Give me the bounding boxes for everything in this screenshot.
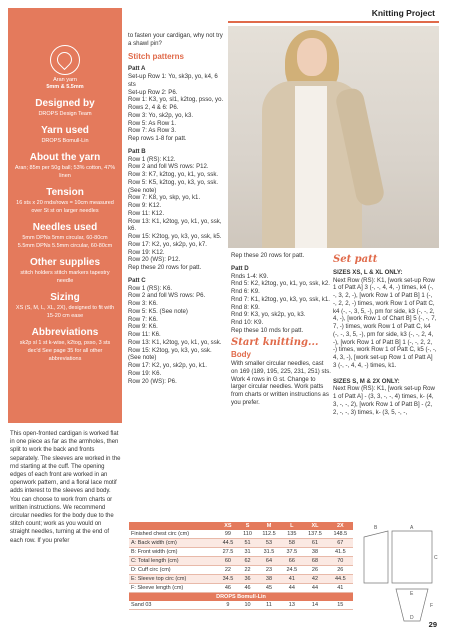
table-cell: 23 xyxy=(257,566,282,575)
patt-d-column xyxy=(231,252,331,407)
table-cell: 27.5 xyxy=(217,548,238,557)
table-cell: 45 xyxy=(257,584,282,593)
pattern-line: Row 7: K8, yo, skp, yo, k1. xyxy=(128,194,201,202)
schematic-label-a: A xyxy=(410,525,414,531)
table-cell: 62 xyxy=(238,557,256,566)
table-cell: 60 xyxy=(217,557,238,566)
table-cell: 22 xyxy=(217,566,238,575)
table-cell: 46 xyxy=(238,584,256,593)
table-cell: 26 xyxy=(328,566,353,575)
about-yarn-text: Aran; 85m per 50g ball; 53% cotton, 47% linen xyxy=(14,165,116,179)
table-cell: 68 xyxy=(302,557,327,566)
photo-top xyxy=(295,86,327,248)
body-heading: Body xyxy=(231,350,251,360)
pattern-line: Row 3: K7, k2tog, yo, k1, yo, ssk. xyxy=(128,171,219,178)
pattern-line: Rnd 5: K2, k2tog, yo, k1, yo, ssk, k2. xyxy=(231,280,330,288)
table-cell: 36 xyxy=(238,575,256,584)
schematic-back xyxy=(392,531,432,583)
table-cell: 44.5 xyxy=(217,539,238,548)
patt-c-repeat: Rep these 20 rows for patt. xyxy=(231,252,305,259)
patt-a-lines xyxy=(128,73,226,143)
pattern-line: Row 1 (RS): K6. xyxy=(128,284,173,292)
intro-continuation: to fasten your cardigan, why not try a shawl pin? xyxy=(128,32,223,47)
abbreviations-text: sk2p sl 1 st k-wise, k2tog, psso, 3 sts dec'd See page 35 for all other abbreviations xyxy=(19,340,111,362)
pattern-line: Rnd 9: K3, yo, sk2p, yo, k3. xyxy=(231,311,306,319)
yarn-row xyxy=(129,601,353,610)
pattern-line: Row 20 (WS): P6. xyxy=(128,377,177,385)
pattern-line: Rnds 1-4: K9. xyxy=(231,272,269,280)
table-cell: 58 xyxy=(281,539,302,548)
pattern-line: Row 15: K2tog, yo, k3, yo, ssk. (See note) xyxy=(128,346,212,362)
needles-heading: Needles used xyxy=(32,222,98,233)
table-row xyxy=(129,530,353,539)
table-cell: 67 xyxy=(328,539,353,548)
tension-heading: Tension xyxy=(46,187,84,198)
sizes-s-m-2x-heading: SIZES S, M & 2X ONLY: xyxy=(333,377,400,385)
pattern-line: Row 5: As Row 1. xyxy=(128,119,177,127)
pattern-line: Rnd 8: K9. xyxy=(231,303,260,311)
table-cell: 41 xyxy=(328,584,353,593)
table-cell: F: Sleeve length (cm) xyxy=(129,584,217,593)
table-header-cell: XL xyxy=(302,522,327,530)
table-cell: 135 xyxy=(281,530,302,539)
table-cell: 41 xyxy=(281,575,302,584)
schematic-label-b: B xyxy=(374,525,378,531)
table-cell: A: Back width (cm) xyxy=(129,539,217,548)
patt-c-title: Patt C xyxy=(128,276,146,284)
header-rule xyxy=(228,21,439,23)
table-cell: 13 xyxy=(281,601,302,610)
pattern-line: Rnd 10: K9. xyxy=(231,319,264,326)
pattern-line: Row 13: K1, k2tog, yo, k1, yo, ssk, k6. xyxy=(128,217,222,233)
yarn-weight-label: Aran yarn xyxy=(53,77,77,83)
sizes-s-m-2x-text: Next Row (RS): K1, [work set-up Row 1 of Patt A] - (3, 3, -, -, 4) times, k- (4, 3, -, -, 2), [work Row 1 of Patt B] - (2, 2, -, -, 3) times, k- (3, 5, -, -, xyxy=(333,385,435,416)
pattern-line: Row 3: K6. xyxy=(128,300,158,307)
table-cell: 41.5 xyxy=(328,548,353,557)
supplies-text: stitch holders stitch markers tapestry needle xyxy=(20,270,110,284)
table-cell: 9 xyxy=(217,601,238,610)
pattern-line: Row 5: K5. (See note) xyxy=(128,307,188,315)
page-header-title: Knitting Project xyxy=(371,8,435,18)
tension-text: 16 sts x 20 rnds/rows = 10cm measured over St st on larger needles xyxy=(16,200,114,214)
pattern-line: Set-up Row 1: Yo, sk3p, yo, k4, 6 sts xyxy=(128,73,218,88)
table-cell: 34.5 xyxy=(217,575,238,584)
table-cell: Finished chest circ (cm) xyxy=(129,530,217,539)
table-header-cell: M xyxy=(257,522,282,530)
pattern-line: Rep these 20 rows for patt. xyxy=(128,264,202,271)
table-cell: C: Total length (cm) xyxy=(129,557,217,566)
pattern-line: Rep rows 1-8 for patt. xyxy=(128,135,187,142)
table-cell: 37.5 xyxy=(281,548,302,557)
about-yarn-heading: About the yarn xyxy=(29,152,101,163)
table-cell: 22 xyxy=(238,566,256,575)
table-row xyxy=(129,566,353,575)
table-cell: 24.5 xyxy=(281,566,302,575)
table-cell: 64 xyxy=(257,557,282,566)
schematic-label-c: C xyxy=(434,555,438,561)
designed-by-text: DROPS Design Team xyxy=(38,111,92,117)
pattern-line: Row 17: K2, yo, sk2p, yo, k1. xyxy=(128,362,207,369)
table-cell: 44.5 xyxy=(328,575,353,584)
pattern-line: Rnd 7: K1, k2tog, yo, k3, yo, ssk, k1. xyxy=(231,295,330,303)
table-cell: 53 xyxy=(257,539,282,548)
yarn-ball-icon xyxy=(50,45,80,75)
table-cell: 26 xyxy=(302,566,327,575)
pattern-line: Row 1 (RS): K12. xyxy=(128,155,176,163)
table-cell: 66 xyxy=(281,557,302,566)
table-header-cell xyxy=(129,522,217,530)
patt-c-lines xyxy=(128,285,226,386)
pattern-line: Row 17: K2, yo, sk2p, yo, k7. xyxy=(128,240,207,248)
pattern-line: Row 1: K3, yo, sl1, k2tog, psso, yo. xyxy=(128,96,224,104)
sizes-xs-l-xl-text: Next Row (RS): K1, [work set-up Row 1 of Patt A] 3 (-, -, 4, 4, -) times, k4 (-, -, 3, 2, -), [work Row 1 of Patt B] 1 (-, -, 2, 2, -) times, work Row 1 of Patt C, k4 (-, -, 3, 5, -), pm for side, k3 (-, -, 2, 4, -), [work Row 1 of Chart B] 5 (-, -, 7, 7, -) times, work Row 1 of Patt C, k4 (-, -, 3, 5, -), pm for side, k3 (-, -, 2, 4, -), [work Row 1 of Patt B] 1 (-, -, 2, 2, -) times, work Row 1 of Patt C, k5 (-, -, 4, 3, -), [work set-up Row 1 of Patt A] 3 (-, -, 4, 4, -) times, k1. xyxy=(333,276,437,369)
table-cell: 110 xyxy=(238,530,256,539)
table-row xyxy=(129,575,353,584)
table-cell: 44 xyxy=(281,584,302,593)
stitch-patterns-column xyxy=(128,32,226,385)
supplies-heading: Other supplies xyxy=(29,257,100,268)
table-cell: 11 xyxy=(257,601,282,610)
yarn-header-row xyxy=(129,593,353,602)
pattern-line: Row 11: K6. xyxy=(128,331,161,338)
table-header-cell: L xyxy=(281,522,302,530)
pattern-line: Rnd 6: K9. xyxy=(231,288,260,295)
yarn-header-cell: DROPS Bomull-Lin xyxy=(129,593,353,602)
info-sidebar xyxy=(8,8,122,423)
abbreviations-heading: Abbreviations xyxy=(31,327,99,338)
table-row xyxy=(129,584,353,593)
measurements-table xyxy=(129,522,353,610)
patt-d-title: Patt D xyxy=(231,264,249,272)
table-cell: 44 xyxy=(302,584,327,593)
garment-schematic xyxy=(358,523,440,623)
body-text: With smaller circular needles, cast on 169 (189, 195, 225, 231, 251) sts. Work 4 rows in G st. Change to larger circular needles. Work patts from charts or written instructions as you prefer. xyxy=(231,360,331,406)
table-cell: 31.5 xyxy=(257,548,282,557)
pattern-line: Row 19: K12. xyxy=(128,248,165,256)
sizing-heading: Sizing xyxy=(50,292,80,303)
schematic-front xyxy=(364,531,388,583)
pattern-line: Row 2 and foll WS rows: P6. xyxy=(128,292,206,300)
table-row xyxy=(129,557,353,566)
table-cell: 99 xyxy=(217,530,238,539)
pattern-line: Rows 2, 4 & 6: P6. xyxy=(128,104,179,111)
table-cell: 38 xyxy=(302,548,327,557)
table-header-cell: 2X xyxy=(328,522,353,530)
table-cell: D: Cuff circ (cm) xyxy=(129,566,217,575)
table-cell: 70 xyxy=(328,557,353,566)
pattern-line: Row 11: K12. xyxy=(128,209,165,217)
table-row xyxy=(129,548,353,557)
table-cell: 14 xyxy=(302,601,327,610)
table-cell: 15 xyxy=(328,601,353,610)
set-patt-column xyxy=(333,252,437,416)
pattern-line: Row 9: K12. xyxy=(128,202,162,209)
table-cell: 51 xyxy=(238,539,256,548)
pattern-line: Row 5: K5, k2tog, yo, k3, yo, ssk. (See note) xyxy=(128,178,219,194)
start-knitting-heading: Start knitting... xyxy=(231,336,319,348)
pattern-line: Row 7: K6. xyxy=(128,315,158,323)
pattern-line: Row 20 (WS): P12. xyxy=(128,256,181,264)
sizes-xs-l-xl-heading: SIZES XS, L & XL ONLY: xyxy=(333,268,403,276)
pattern-line: Row 9: K6. xyxy=(128,323,158,331)
page-number: 29 xyxy=(428,620,437,629)
yarn-used-heading: Yarn used xyxy=(41,125,89,136)
pattern-line: Row 7: As Row 3. xyxy=(128,127,177,135)
set-patt-heading: Set patt xyxy=(333,254,378,265)
patt-b-lines xyxy=(128,156,226,272)
table-header-cell: XS xyxy=(217,522,238,530)
table-cell: 38 xyxy=(257,575,282,584)
schematic-label-f: F xyxy=(430,603,434,609)
table-cell: E: Sleeve top circ (cm) xyxy=(129,575,217,584)
photo-face xyxy=(297,38,327,76)
yarn-used-text: DROPS Bomull-Lin xyxy=(41,138,89,144)
pattern-line: Row 19: K6. xyxy=(128,369,162,377)
table-header-row xyxy=(129,522,353,530)
schematic-label-d: D xyxy=(410,615,414,621)
pattern-line: Row 2 and foll WS rows: P12. xyxy=(128,163,209,171)
intro-paragraph: This open-fronted cardigan is worked flat in one piece as far as the armholes, then split to work the back and fronts separately. The sleeves are worked in the rnd starting at the cuff. The opening edges of each front are worked in an openwork pattern, and a floral lace motif adds interest to the sleeves and body. You can choose to work from charts or written instructions. We recommend circular needles for the body due to the stitch count; work as you would on straight needles, turning at the end of each row. If you prefer xyxy=(10,431,121,544)
patt-a-title: Patt A xyxy=(128,65,146,73)
stitch-patterns-heading: Stitch patterns xyxy=(128,51,185,61)
table-header-cell: S xyxy=(238,522,256,530)
model-photo xyxy=(228,26,439,248)
table-cell: 46 xyxy=(217,584,238,593)
table-cell: 112.5 xyxy=(257,530,282,539)
table-cell: 61 xyxy=(302,539,327,548)
pattern-line: Set-up Row 2: P6. xyxy=(128,88,178,96)
needle-size-label: 5mm & 5.5mm xyxy=(46,84,84,90)
sizing-text: XS (S, M, L, XL, 2X), designed to fit with 15-20 cm ease xyxy=(15,305,115,319)
pattern-line: Row 13: K1, k2tog, yo, k1, yo, ssk. xyxy=(128,338,222,346)
designed-by-heading: Designed by xyxy=(35,98,95,109)
needles-text: 5mm DPNs 5mm circular, 60-80cm 5.5mm DPNs 5.5mm circular, 60-80cm xyxy=(17,235,113,249)
patt-b-title: Patt B xyxy=(128,147,146,155)
table-cell: Sand 03 xyxy=(129,601,217,610)
patt-d-lines xyxy=(231,273,331,335)
table-row xyxy=(129,539,353,548)
pattern-line: Rep these 10 rnds for patt. xyxy=(231,326,304,334)
table-cell: 10 xyxy=(238,601,256,610)
pattern-line: Row 15: K2tog, yo, k3, yo, ssk, k5. xyxy=(128,233,222,240)
table-cell: 31 xyxy=(238,548,256,557)
pattern-line: Row 3: Yo, sk2p, yo, k3. xyxy=(128,111,194,119)
table-cell: 42 xyxy=(302,575,327,584)
table-cell: 137.5 xyxy=(302,530,327,539)
table-cell: 148.5 xyxy=(328,530,353,539)
schematic-label-e: E xyxy=(410,591,414,597)
table-cell: B: Front width (cm) xyxy=(129,548,217,557)
